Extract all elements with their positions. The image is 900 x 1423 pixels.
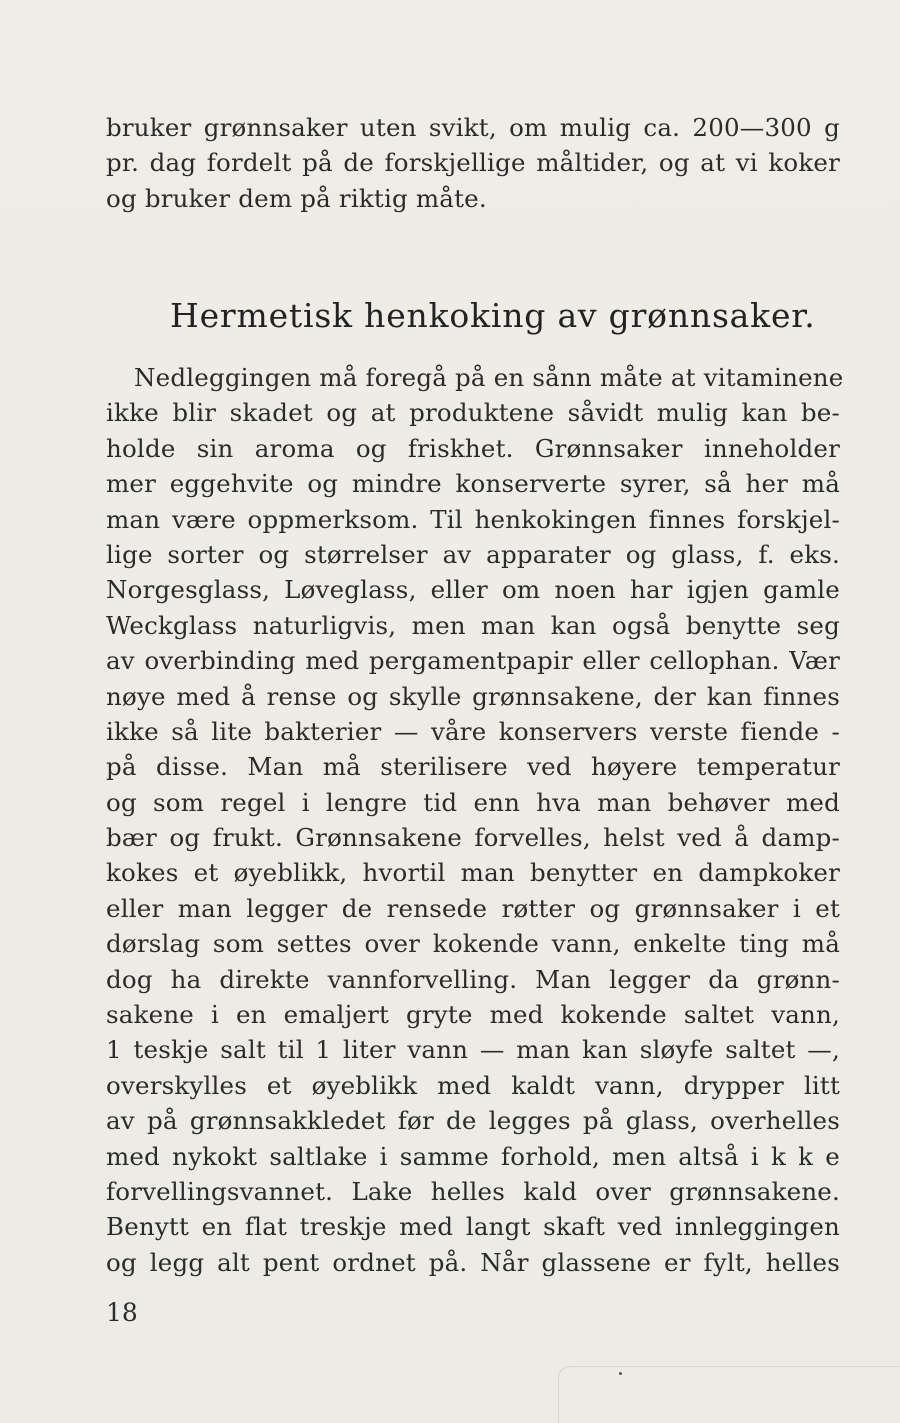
intro-paragraph (106, 110, 840, 216)
ink-speck (619, 1372, 622, 1375)
text-line: nøye med å rense og skylle grønnsakene, der kan finnes (106, 681, 840, 711)
text-line: Nedleggingen må foregå på en sånn måte at vitaminene (134, 363, 844, 392)
text-line: med nykokt saltlake i samme forhold, men altså i k k e (106, 1141, 840, 1171)
text-line: på disse. Man må sterilisere ved høyere temperatur (106, 752, 840, 782)
text-line: forvellingsvannet. Lake helles kald over grønnsakene. (106, 1176, 840, 1206)
text-line: Benytt en flat treskje med langt skaft ved innleggingen (106, 1212, 840, 1242)
section-heading: Hermetisk henkoking av grønnsaker. (170, 296, 816, 335)
text-line: lige sorter og størrelser av apparater og glass, f. eks. (106, 539, 840, 569)
text-line: dog ha direkte vannforvelling. Man legger da grønn- (106, 964, 840, 994)
text-line: 1 teskje salt til 1 liter vann — man kan sløyfe saltet —, (106, 1035, 840, 1065)
text-line: overskylles et øyeblikk med kaldt vann, drypper litt (106, 1070, 840, 1100)
text-line: pr. dag fordelt på de forskjellige måltider, og at vi koker (106, 148, 840, 178)
body-paragraph (106, 360, 844, 1280)
paper-edge-mark (558, 1366, 900, 1423)
text-line: dørslag som settes over kokende vann, enkelte ting må (106, 929, 840, 959)
text-line: mer eggehvite og mindre konserverte syrer, så her må (106, 469, 840, 499)
text-line: ikke så lite bakterier — våre konservers verste fiende - (106, 716, 840, 746)
text-line: Norgesglass, Løveglass, eller om noen har igjen gamle (106, 575, 840, 605)
text-line: av overbinding med pergamentpapir eller cellophan. Vær (106, 646, 840, 676)
text-line: av på grønnsakkledet før de legges på glass, overhelles (106, 1106, 840, 1136)
page-number: 18 (106, 1298, 138, 1327)
text-line: bruker grønnsaker uten svikt, om mulig ca. 200—300 g (106, 113, 840, 142)
text-line: sakene i en emaljert gryte med kokende saltet vann, (106, 1000, 840, 1030)
text-line: eller man legger de rensede røtter og grønnsaker i et (106, 893, 840, 923)
text-line: ikke blir skadet og at produktene såvidt mulig kan be- (106, 398, 840, 428)
text-line: kokes et øyeblikk, hvortil man benytter en dampkoker (106, 858, 840, 888)
text-line: og som regel i lengre tid enn hva man behøver med (106, 787, 840, 817)
text-line: og bruker dem på riktig måte. (106, 183, 487, 213)
text-line: og legg alt pent ordnet på. Når glassene er fylt, helles (106, 1247, 840, 1277)
text-line: man være oppmerksom. Til henkokingen finnes forskjel- (106, 504, 840, 534)
text-line: holde sin aroma og friskhet. Grønnsaker inneholder (106, 433, 840, 463)
text-line: bær og frukt. Grønnsakene forvelles, helst ved å damp- (106, 823, 840, 853)
text-line: Weckglass naturligvis, men man kan også benytte seg (106, 610, 840, 640)
